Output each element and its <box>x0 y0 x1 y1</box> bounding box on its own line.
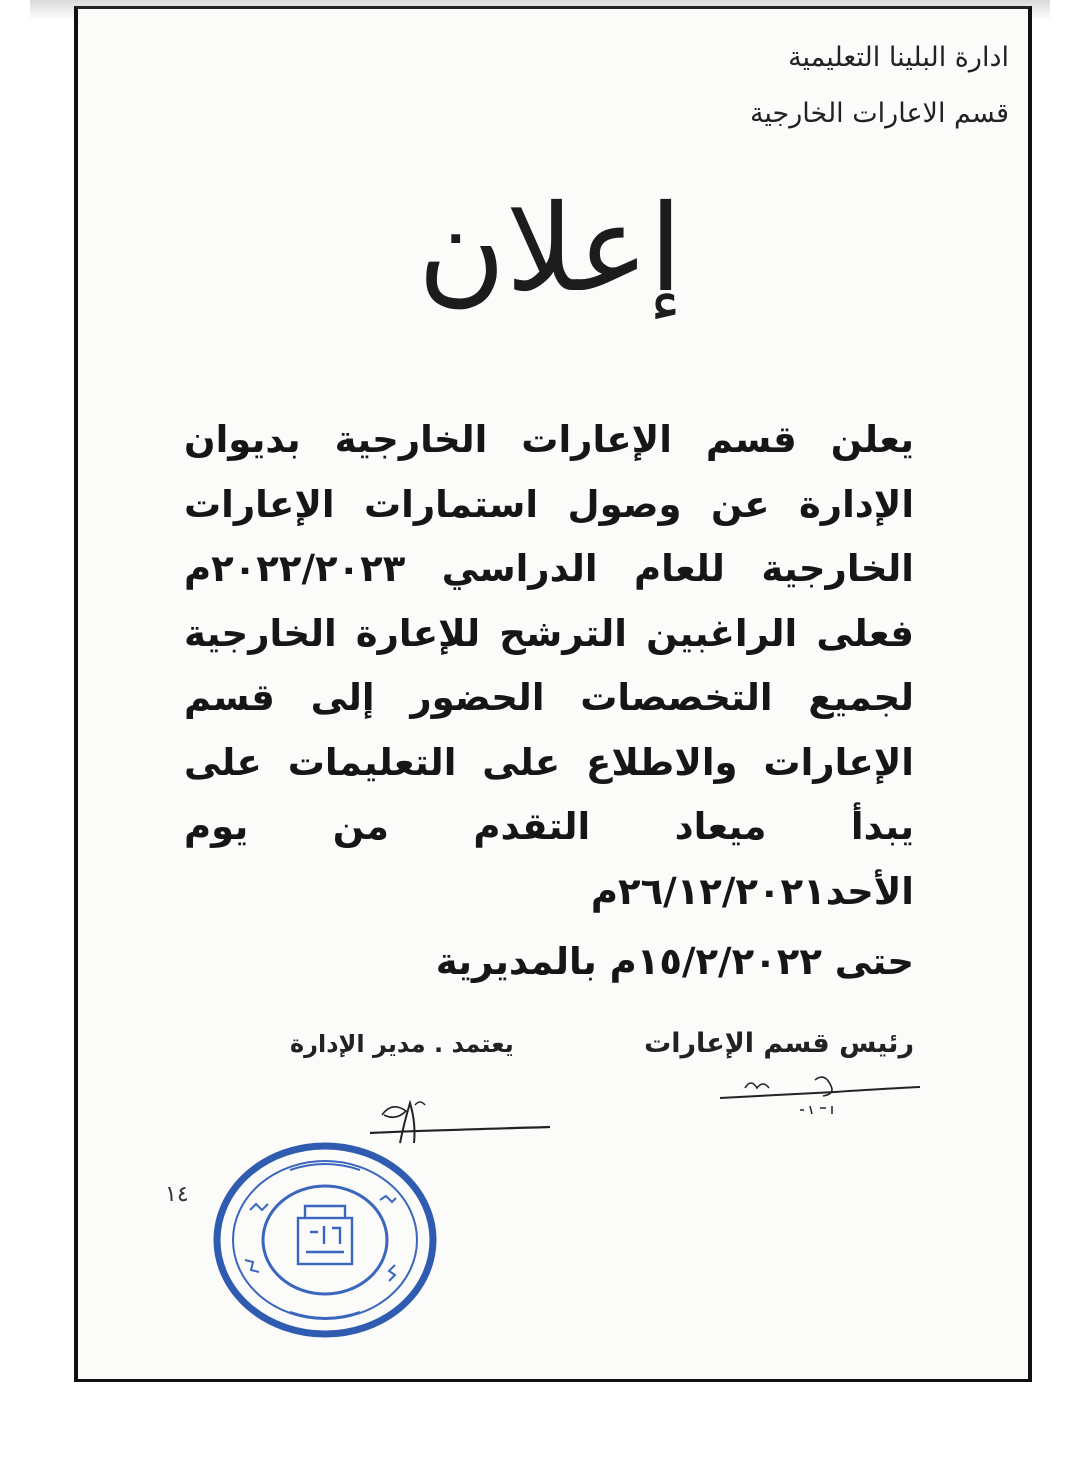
body-line: لجميع التخصصات الحضور إلى قسم <box>184 676 914 719</box>
director-approval-title: يعتمد . مدير الإدارة <box>290 1030 514 1058</box>
announcement-title: إعلان <box>417 180 683 319</box>
deadline-line: حتى ١٥/٢/٢٠٢٢م بالمديرية <box>435 940 914 983</box>
loans-head-title: رئيس قسم الإعارات <box>644 1028 914 1059</box>
body-line: الإدارة عن وصول استمارات الإعارات <box>184 482 914 526</box>
announcement-body <box>184 408 914 924</box>
header-block <box>750 30 1009 142</box>
body-line: الخارجية للعام الدراسي ٢٠٢٢/٢٠٢٣م <box>184 547 914 590</box>
body-line: يبدأ ميعاد التقدم من يوم <box>184 805 914 848</box>
body-line: الأحد٢٦/١٢/٢٠٢١م <box>590 869 914 913</box>
loans-head-signature <box>715 1070 925 1130</box>
official-seal-icon <box>210 1140 440 1340</box>
header-department: قسم الاعارات الخارجية <box>749 98 1009 129</box>
body-line: الإعارات والاطلاع على التعليمات على <box>184 740 914 784</box>
body-line: يعلن قسم الإعارات الخارجية بديوان <box>184 418 914 461</box>
page-mark: ١٤ <box>165 1182 189 1207</box>
body-line: فعلى الراغبين الترشح للإعارة الخارجية <box>184 611 914 655</box>
header-administration: ادارة البلينا التعليمية <box>788 42 1009 73</box>
